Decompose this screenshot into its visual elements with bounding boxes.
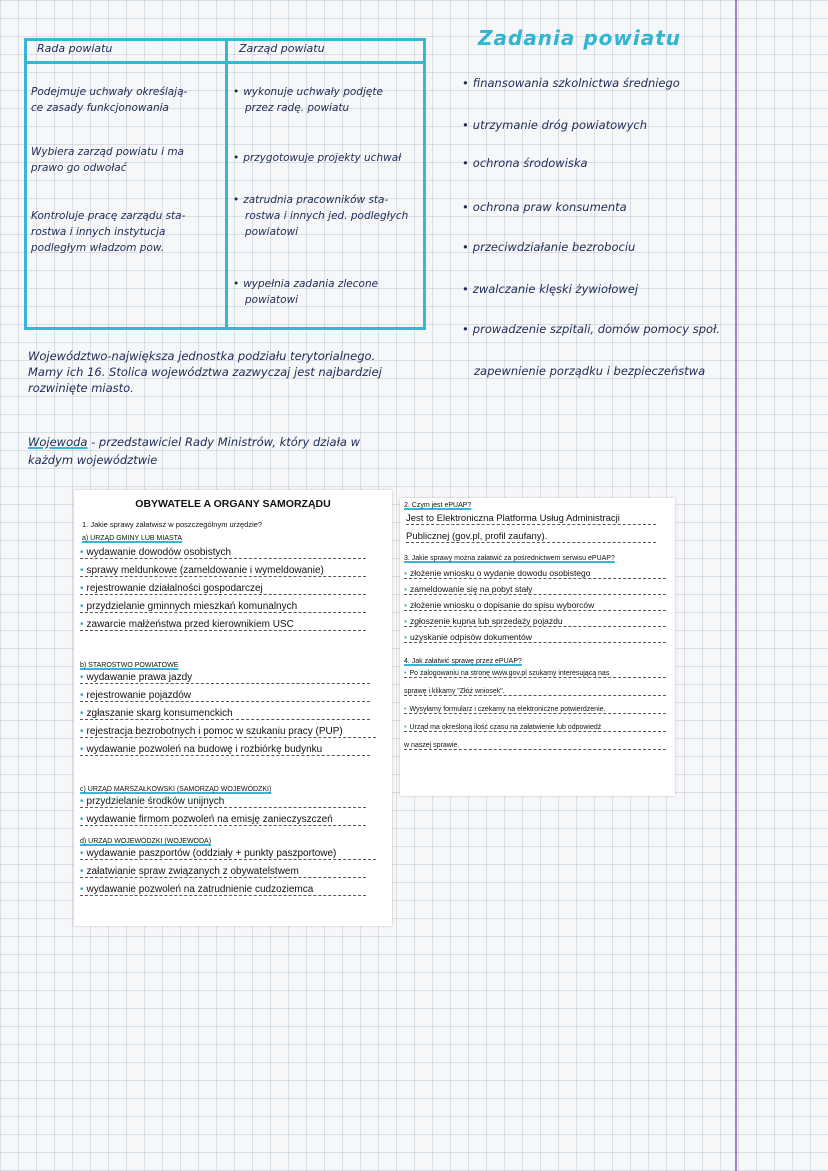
council-board-table xyxy=(24,38,426,330)
list-item: • wydawanie firmom pozwoleń na emisję zanieczyszczeń xyxy=(80,814,366,826)
list-item: • sprawy meldunkowe (zameldowanie i wymeldowanie) xyxy=(80,565,366,577)
worksheet-question: 1. Jakie sprawy załatwisz w poszczególnym urzędzie? xyxy=(82,520,263,529)
list-item: • wydawanie pozwoleń na zatrudnienie cudzoziemca xyxy=(80,884,366,896)
voivode-definition: - przedstawiciel Rady Ministrów, który działa w xyxy=(87,435,360,449)
task-item: zapewnienie porządku i bezpieczeństwa xyxy=(474,364,706,378)
list-item: • załatwianie spraw związanych z obywatelstwem xyxy=(80,866,366,878)
table-cell: podległym władzom pow. xyxy=(31,242,165,254)
table-cell: Wybiera zarząd powiatu i ma xyxy=(31,146,184,158)
table-cell: • wykonuje uchwały podjęte xyxy=(233,85,383,99)
list-item: • wydawanie prawa jazdy xyxy=(80,672,370,684)
voivode-note-line2: każdym województwie xyxy=(28,453,158,467)
question-4: 4. Jak załatwić sprawę przez ePUAP? xyxy=(404,658,522,665)
table-header-board: Zarząd powiatu xyxy=(239,42,325,55)
table-cell: prawo go odwołać xyxy=(31,162,127,174)
tasks-title: Zadania powiatu xyxy=(478,26,682,50)
list-item: • uzyskanie odpisów dokumentów xyxy=(404,632,666,643)
table-divider-horizontal xyxy=(27,61,423,64)
task-item: • ochrona praw konsumenta xyxy=(462,200,627,214)
table-cell: • przygotowuje projekty uchwał xyxy=(233,151,401,165)
section-label-marszalkowski: c) URZĄD MARSZAŁKOWSKI (SAMORZĄD WOJEWÓDZKI) xyxy=(80,786,272,793)
list-item: • rejestrowanie pojazdów xyxy=(80,690,370,702)
table-cell: powiatowi xyxy=(245,294,299,306)
table-cell: Kontroluje pracę zarządu sta- xyxy=(31,210,186,222)
voivode-note xyxy=(28,434,360,450)
task-item: • prowadzenie szpitali, domów pomocy społ. xyxy=(462,322,720,336)
voivodeship-note-line2: Mamy ich 16. Stolica województwa zazwyczaj jest najbardziej xyxy=(28,365,382,379)
task-item: • utrzymanie dróg powiatowych xyxy=(462,118,647,132)
page-margin-line xyxy=(735,0,737,1171)
list-item: • zawarcie małżeństwa przed kierownikiem USC xyxy=(80,619,366,631)
question-2: 2. Czym jest ePUAP? xyxy=(404,502,472,509)
voivodeship-note-line3: rozwinięte miasto. xyxy=(28,381,134,395)
list-item: • wydawanie pozwoleń na budowę i rozbiórkę budynku xyxy=(80,744,370,756)
section-label-starostwo: b) STAROSTWO POWIATOWE xyxy=(80,662,179,669)
question-3: 3. Jakie sprawy można załatwić za pośrednictwem serwisu ePUAP? xyxy=(404,555,615,562)
table-cell: rostwa i innych instytucja xyxy=(31,226,166,238)
task-item: • ochrona środowiska xyxy=(462,156,588,170)
section-label-wojewodzki: d) URZĄD WOJEWÓDZKI (WOJEWODA) xyxy=(80,838,212,845)
worksheet-title: OBYWATELE A ORGANY SAMORZĄDU xyxy=(135,498,331,510)
list-item: • przydzielanie gminnych mieszkań komunalnych xyxy=(80,601,366,613)
list-item: • przydzielanie środków unijnych xyxy=(80,796,366,808)
voivode-term: Wojewoda xyxy=(28,435,88,449)
section-label-gmina: a) URZĄD GMINY LUB MIASTA xyxy=(82,535,183,542)
list-item: • zgłoszenie kupna lub sprzedaży pojazdu xyxy=(404,616,666,627)
list-item: • rejestrowanie działalności gospodarczej xyxy=(80,583,366,595)
list-item: • złożenie wniosku o dopisanie do spisu wyborców xyxy=(404,600,666,611)
table-cell: rostwa i innych jed. podległych xyxy=(245,210,409,222)
table-cell: przez radę. powiatu xyxy=(245,102,350,114)
list-item: • Wysyłamy formularz i czekamy na elektroniczne potwierdzenie. xyxy=(404,706,666,714)
list-item: • zameldowanie się na pobyt stały xyxy=(404,584,666,595)
list-item: • wydawanie paszportów (oddziały + punkty paszportowe) xyxy=(80,848,376,860)
table-cell: • wypełnia zadania zlecone xyxy=(233,277,378,291)
worksheet-right xyxy=(400,498,675,796)
list-item: • zgłaszanie skarg konsumenckich xyxy=(80,708,370,720)
table-cell: ce zasady funkcjonowania xyxy=(31,102,169,114)
table-cell: • zatrudnia pracowników sta- xyxy=(233,193,388,207)
table-divider-vertical xyxy=(225,41,228,327)
list-item: • Po zalogowaniu na stronę www.gov.pl szukamy interesującą nas xyxy=(404,670,666,678)
list-item: sprawę i klikamy "Złóż wniosek". xyxy=(404,688,666,696)
task-item: • zwalczanie klęski żywiołowej xyxy=(462,282,638,296)
answer-2-line2: Publicznej (gov.pl, profil zaufany). xyxy=(406,531,656,543)
list-item: • Urząd ma określoną ilość czasu na załatwienie lub odpowiedź xyxy=(404,724,666,732)
list-item: • wydawanie dowodów osobistych xyxy=(80,547,366,559)
list-item: • złożenie wniosku o wydanie dowodu osobistego xyxy=(404,568,666,579)
answer-2-line1: Jest to Elektroniczna Platforma Usług Administracji xyxy=(406,513,656,525)
table-cell: Podejmuje uchwały określają- xyxy=(31,86,188,98)
table-cell: powiatowi xyxy=(245,226,299,238)
list-item: • rejestracja bezrobotnych i pomoc w szukaniu pracy (PUP) xyxy=(80,726,376,738)
task-item: • finansowania szkolnictwa średniego xyxy=(462,76,680,90)
worksheet-left xyxy=(74,490,392,926)
table-header-council: Rada powiatu xyxy=(37,42,113,55)
task-item: • przeciwdziałanie bezrobociu xyxy=(462,240,635,254)
list-item: w naszej sprawie. xyxy=(404,742,666,750)
voivodeship-note-line1: Województwo-największa jednostka podziału terytorialnego. xyxy=(28,349,376,363)
